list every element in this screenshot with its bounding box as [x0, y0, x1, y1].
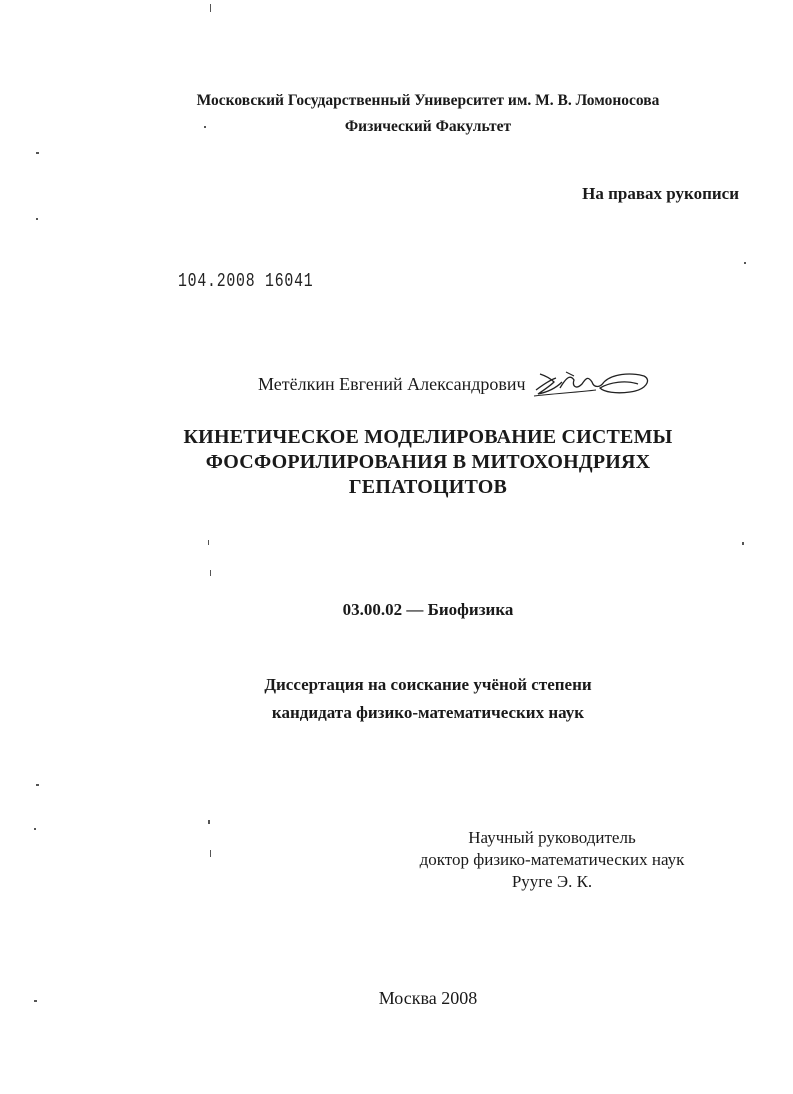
scan-speck [36, 152, 39, 154]
handwritten-signature-icon [530, 368, 652, 400]
scan-speck [744, 262, 746, 264]
specialty-code: 03.00.02 — Биофизика [342, 600, 514, 619]
scan-speck [204, 126, 206, 128]
manuscript-rights-note: На правах рукописи [582, 184, 739, 203]
scan-speck [210, 570, 211, 576]
supervisor-role: Научный руководитель [468, 828, 636, 847]
supervisor-name: Рууге Э. К. [511, 872, 593, 891]
supervisor-block [372, 827, 732, 893]
author-row [258, 368, 652, 400]
author-name: Метёлкин Евгений Александрович [258, 373, 526, 394]
scan-speck [208, 540, 209, 545]
scan-speck [36, 784, 39, 786]
archive-stamp-number: 104.2008 16041 [178, 270, 314, 292]
dissertation-degree-line-2: кандидата физико-математических наук [271, 703, 585, 722]
scan-speck [36, 218, 38, 220]
scan-speck [210, 850, 211, 857]
faculty-name: Физический Факультет [344, 118, 512, 135]
university-name: Московский Государственный Университет им. М. В. Ломоносова [196, 92, 660, 109]
thesis-title-line-1: КИНЕТИЧЕСКОЕ МОДЕЛИРОВАНИЕ СИСТЕМЫ [183, 426, 673, 448]
scan-speck [34, 828, 36, 830]
scan-speck [742, 542, 744, 545]
dissertation-degree-line-1: Диссертация на соискание учёной степени [264, 675, 592, 694]
thesis-title-line-3: ГЕПАТОЦИТОВ [348, 476, 508, 498]
scan-speck [34, 1000, 37, 1002]
scan-speck [210, 4, 211, 12]
supervisor-degree: доктор физико-математических наук [419, 850, 685, 869]
scan-speck [208, 820, 210, 824]
city-year: Москва 2008 [378, 988, 478, 1008]
thesis-title-line-2: ФОСФОРИЛИРОВАНИЯ В МИТОХОНДРИЯХ [205, 451, 651, 473]
